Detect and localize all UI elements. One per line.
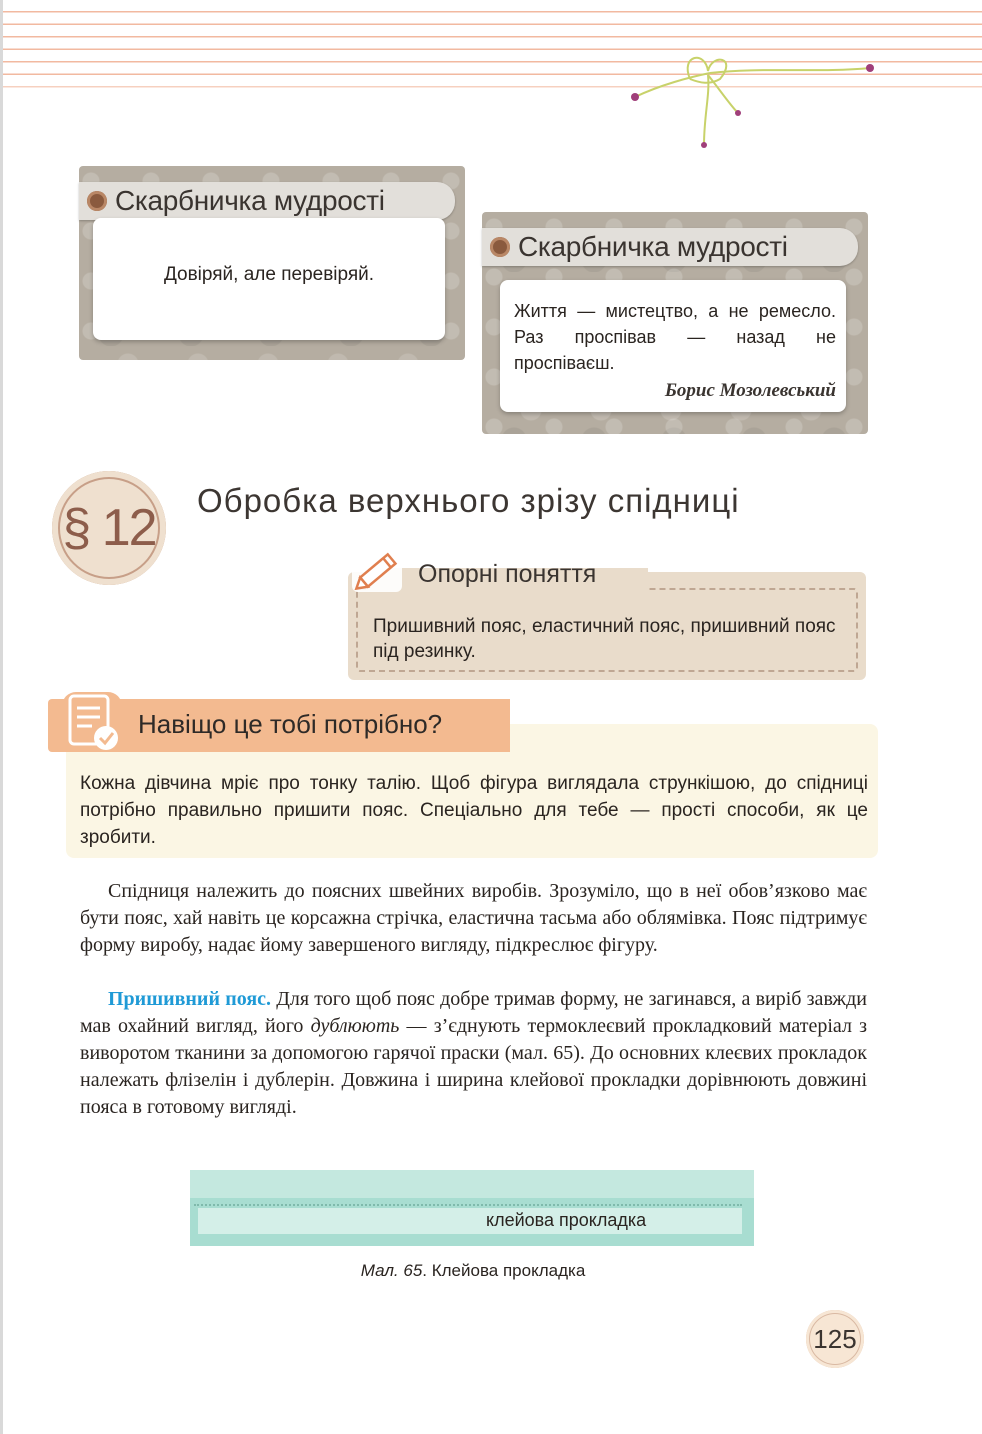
key-concepts-text: Пришивний пояс, еластичний пояс, пришивний пояс під резинку. [373, 616, 836, 662]
interfacing-strip [198, 1208, 742, 1234]
paragraph-2-emphasis: дублюють [310, 1015, 400, 1037]
term-sewn-belt: Пришивний пояс. [108, 988, 272, 1010]
figure-caption-text: . Клейова прокладка [422, 1261, 586, 1280]
figure-label: клейова прокладка [486, 1210, 647, 1230]
ribbon-bow-icon [620, 45, 890, 155]
why-needed-title: Навіщо це тобі потрібно? [138, 709, 443, 739]
wisdom-box-2 [482, 212, 868, 434]
pencil-icon [350, 542, 410, 598]
page-number: 125 [806, 1310, 864, 1368]
key-concepts-title: Опорні поняття [418, 560, 597, 588]
wisdom-box-1-card [93, 218, 445, 340]
paragraph-2 [80, 986, 867, 1121]
wisdom-box-1-text: Довіряй, але перевіряй. [163, 264, 375, 285]
section-badge [52, 471, 166, 585]
button-bullet-icon [87, 191, 107, 211]
why-needed-text: Кожна дівчина мріє про тонку талію. Щоб фігура виглядала стрункішою, до спідниці потрібно правильно пришити пояс. Спеціально для тебе — прості способи, як це зробити. [80, 773, 868, 848]
wisdom-box-2-header [482, 228, 858, 266]
paragraph-2-text-b: — з’єднують термоклеєвий прокладковий матеріал з виворотом тканини за допомогою гарячої праски (мал. 65). До основних клеєвих прокладок належать флізелін і дублерін. Довжина і ширина клейової прокладки дорівнюють довжині пояса в готовому вигляді. [80, 1015, 868, 1118]
key-concepts-box [348, 560, 866, 680]
page-title: Обробка верхнього зрізу спідниці [197, 482, 740, 519]
wisdom-box-1 [79, 166, 465, 360]
page-edge [0, 0, 3, 1434]
paragraph-1: Спідниця належить до поясних швейних виробів. Зрозуміло, що в неї обов’язково має бути пояс, хай навіть це корсажна стрічка, еластична тасьма або облямівка. Пояс підтримує форму виробу, надає йому завершеного вигляду, підкреслює фігуру. [80, 880, 867, 956]
stitch-line [194, 1204, 742, 1206]
wisdom-box-2-author: Борис Мозолевський [664, 380, 836, 401]
wisdom-box-2-text: Життя — мистецтво, а не ремесло. Раз проспівав — назад не проспіваєш. [514, 301, 836, 373]
figure-caption-ref: Мал. 65 [360, 1261, 423, 1280]
figure-interfacing [190, 1170, 754, 1246]
section-number: § 12 [62, 499, 156, 557]
button-bullet-icon [490, 237, 510, 257]
figure-caption [0, 1261, 946, 1281]
wisdom-box-1-title: Скарбничка мудрості [115, 185, 385, 216]
checklist-icon [60, 690, 126, 756]
wisdom-box-2-card [500, 280, 846, 412]
wisdom-box-2-title: Скарбничка мудрості [518, 231, 788, 262]
paragraph-2-text-a: Для того щоб пояс добре тримав форму, не загинався, а виріб завжди мав охайний вигляд, його [80, 988, 868, 1037]
wisdom-box-1-header [79, 182, 455, 220]
